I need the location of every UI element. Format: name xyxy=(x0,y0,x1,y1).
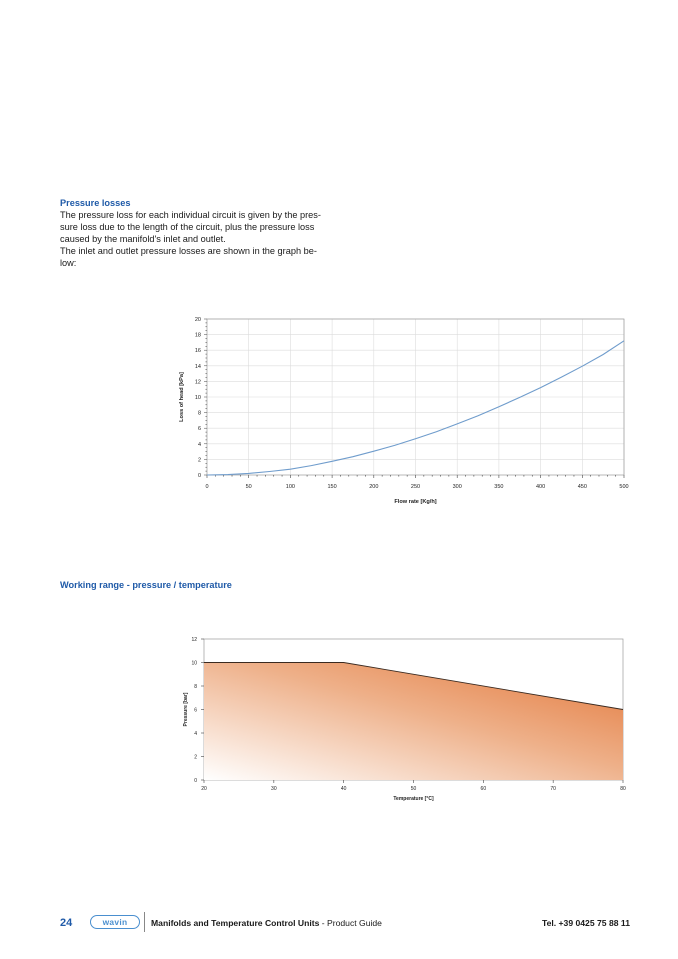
x-tick-label: 30 xyxy=(271,786,277,792)
y-tick-label: 2 xyxy=(197,457,201,464)
x-axis-label: Flow rate [Kg/h] xyxy=(394,499,437,505)
y-tick-label: 8 xyxy=(194,683,197,690)
page-number: 24 xyxy=(60,917,73,929)
x-tick-label: 20 xyxy=(201,786,207,792)
document-title-bold: Manifolds and Temperature Control Units xyxy=(151,918,320,928)
x-tick-label: 70 xyxy=(550,786,556,792)
x-tick-label: 300 xyxy=(452,484,462,490)
y-tick-label: 14 xyxy=(194,363,201,370)
wavin-logo: wavin xyxy=(90,915,140,929)
y-tick-label: 4 xyxy=(197,441,201,448)
x-tick-label: 450 xyxy=(577,484,587,490)
y-tick-label: 6 xyxy=(194,707,197,714)
x-tick-label: 100 xyxy=(285,484,295,490)
pressure-losses-heading: Pressure losses xyxy=(60,198,131,208)
document-title xyxy=(151,918,382,928)
x-tick-label: 50 xyxy=(410,786,417,792)
x-tick-label: 50 xyxy=(245,484,252,490)
pressure-losses-line-5: low: xyxy=(60,258,77,268)
y-tick-label: 8 xyxy=(197,410,201,417)
x-tick-label: 500 xyxy=(619,484,629,490)
x-tick-label: 60 xyxy=(480,786,487,792)
y-tick-label: 12 xyxy=(194,379,201,386)
working-range-area xyxy=(204,663,623,781)
pressure-losses-section xyxy=(60,197,345,269)
y-tick-label: 20 xyxy=(194,317,201,323)
y-tick-label: 16 xyxy=(194,348,201,355)
y-tick-label: 18 xyxy=(194,332,201,339)
y-axis-label: Pressure [bar] xyxy=(183,692,189,727)
x-tick-label: 250 xyxy=(410,484,421,490)
working-range-section xyxy=(60,579,360,591)
x-tick-label: 0 xyxy=(205,484,209,490)
x-tick-label: 80 xyxy=(620,786,626,792)
y-tick-label: 2 xyxy=(194,754,197,761)
y-tick-label: 6 xyxy=(197,426,201,433)
y-tick-label: 12 xyxy=(191,636,197,643)
document-title-rest: - Product Guide xyxy=(319,918,382,928)
working-range-chart xyxy=(175,630,640,805)
x-tick-label: 40 xyxy=(340,786,347,792)
pressure-losses-line-2: sure loss due to the length of the circuit, plus the pressure loss xyxy=(60,222,315,232)
y-tick-label: 0 xyxy=(194,777,197,784)
x-tick-label: 200 xyxy=(369,484,379,490)
footer-divider xyxy=(144,912,145,932)
x-tick-label: 350 xyxy=(494,484,504,490)
working-range-heading: Working range - pressure / temperature xyxy=(60,580,232,590)
pressure-losses-line-1: The pressure loss for each individual circuit is given by the pres- xyxy=(60,210,321,220)
pressure-losses-line-4: The inlet and outlet pressure losses are shown in the graph be- xyxy=(60,246,317,256)
y-tick-label: 10 xyxy=(191,660,197,667)
x-tick-label: 150 xyxy=(327,484,337,490)
page-footer xyxy=(60,914,630,934)
y-tick-label: 0 xyxy=(197,473,201,479)
phone-number: Tel. +39 0425 75 88 11 xyxy=(541,918,630,928)
y-tick-label: 10 xyxy=(194,395,201,401)
x-tick-label: 400 xyxy=(536,484,546,490)
x-axis-label: Temperature [°C] xyxy=(393,796,434,802)
y-tick-label: 4 xyxy=(194,730,197,737)
y-axis-label: Loss of head [kPa] xyxy=(179,372,185,422)
pressure-losses-line-3: caused by the manifold's inlet and outlet. xyxy=(60,234,226,244)
pressure-loss-chart xyxy=(170,310,640,510)
